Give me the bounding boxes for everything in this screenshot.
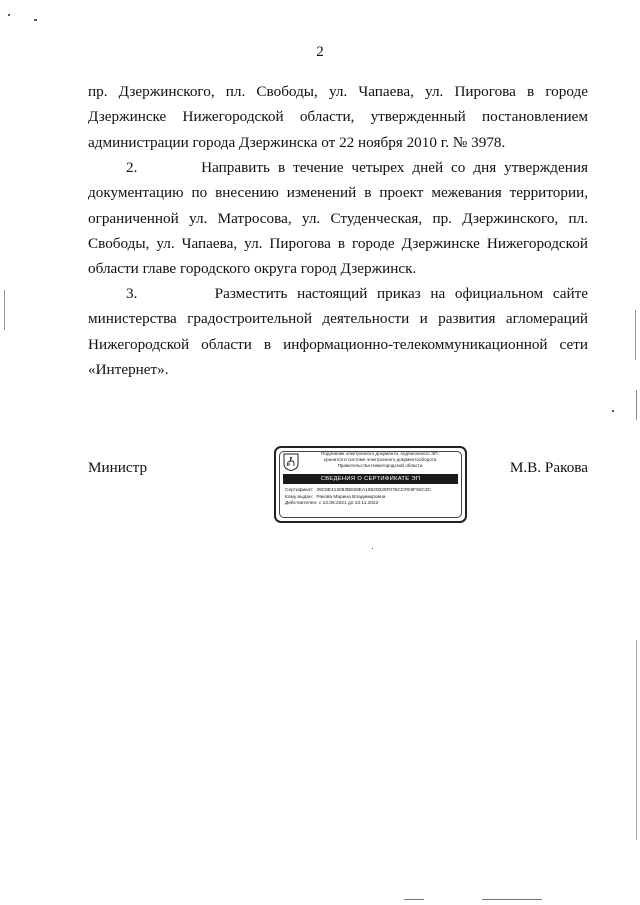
scan-edge-line [636,640,637,840]
scan-speck [372,548,373,549]
page-number: 2 [316,44,324,60]
deer-emblem-icon [283,453,299,471]
scan-speck [612,410,614,412]
stamp-cert-row [285,488,457,495]
signatory-role: Министр [88,459,148,476]
signature-block [88,451,588,534]
scan-speck [8,14,10,16]
stamp-header-line-3: Правительства Нижегородской области [337,463,423,468]
signatory-name: М.В. Ракова [509,459,588,476]
paragraph-2 [88,155,592,281]
paragraph-3 [88,281,592,382]
stamp-valid-row [285,501,457,508]
paragraph-1 [88,79,588,155]
scan-edge-line [635,310,636,360]
scan-edge-line [636,390,637,420]
scan-speck [34,19,37,21]
stamp-header [302,451,458,469]
stamp-valid-value: с 13.08.2021 до 13.11.2022 [318,501,379,507]
stamp-header-line-2: хранится в системе электронного документооборота [323,457,437,462]
stamp-header-line-1: Подлинник электронного документа, подписанного ЭП, [321,451,439,456]
scan-bottom-line [404,899,424,900]
stamp-cert-value: 39C8E413083BE59EA18520035F075CCFE9F92C3C [316,488,432,493]
paragraph-2-text: 2. Направить в течение четырех дней со дня утверждения документацию по внесению изменений в проект межевания территории, ограниченной ул. Матросова, ул. Студенческая, пр. Дзержинского, пл. Свободы, ул. Чапаева, ул. Пирогова в городе Дзержинске Нижегородской области главе городского округа город Дзержинск. [88,159,592,278]
scan-bottom-line [482,899,542,900]
scan-edge-line [4,290,5,330]
paragraph-3-text: 3. Разместить настоящий приказ на официальном сайте министерства градостроительной деятельности и развития агломераций Нижегородской области в информационно-телекоммуникационной сети «Интернет». [88,285,592,378]
stamp-cert-label: Сертификат: [285,488,314,493]
stamp-valid-label: Действителен: [285,501,318,507]
stamp-issued-label: Кому выдан: [285,494,313,500]
stamp-certificate-title: СВЕДЕНИЯ О СЕРТИФИКАТЕ ЭП [283,474,458,484]
stamp-issued-value: Ракова Марина Владимировна [316,494,386,500]
electronic-signature-stamp [274,446,467,523]
stamp-details [285,488,457,508]
paragraph-1-text: пр. Дзержинского, пл. Свободы, ул. Чапаева, ул. Пирогова в городе Дзержинске Нижегородской области, утвержденный постановлением администрации города Дзержинска от 22 ноября 2010 г. № 3978. [88,83,588,151]
